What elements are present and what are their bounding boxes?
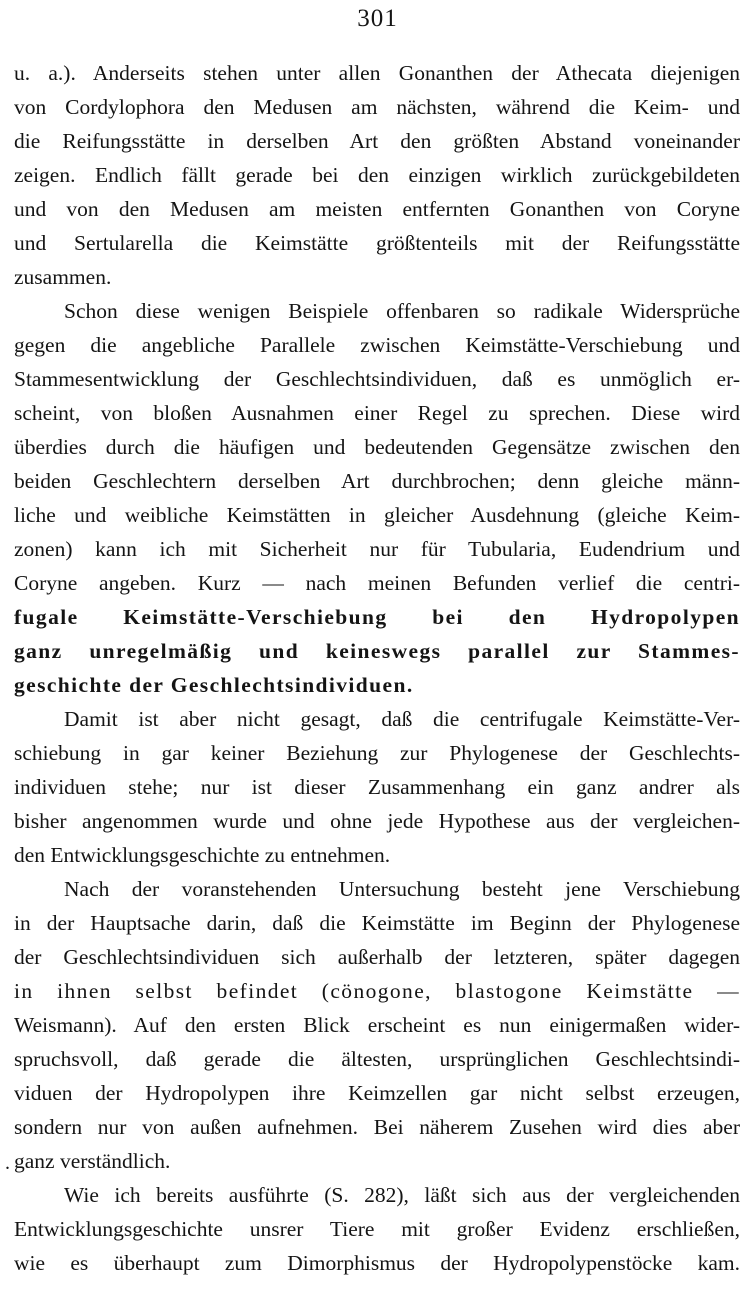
text-line: Weismann). Auf den ersten Blick erscheint es nun einigermaßen wider- bbox=[14, 1013, 740, 1037]
text-line: scheint, von bloßen Ausnahmen einer Regel zu sprechen. Diese wird bbox=[14, 401, 740, 425]
text-line: individuen stehe; nur ist dieser Zusammenhang ein ganz andrer als bbox=[14, 775, 740, 799]
text-line: wie es überhaupt zum Dimorphismus der Hydropolypenstöcke kam. bbox=[14, 1251, 740, 1275]
text-line: spruchsvoll, daß gerade die ältesten, ursprünglichen Geschlechtsindi- bbox=[14, 1047, 740, 1071]
text-line: zeigen. Endlich fällt gerade bei den einzigen wirklich zurückgebildeten bbox=[14, 163, 740, 187]
text-line: der Geschlechtsindividuen sich außerhalb der letzteren, später dagegen bbox=[14, 945, 740, 969]
text-line: Wie ich bereits ausführte (S. 282), läßt sich aus der vergleichenden bbox=[64, 1183, 740, 1207]
text-line: in ihnen selbst befindet (cönogone, blastogone Keimstätte — bbox=[14, 979, 740, 1003]
text-line: u. a.). Anderseits stehen unter allen Gonanthen der Athecata diejenigen bbox=[14, 61, 740, 85]
text-line: und von den Medusen am meisten entfernten Gonanthen von Coryne bbox=[14, 197, 740, 221]
text-line: Stammesentwicklung der Geschlechtsindividuen, daß es unmöglich er- bbox=[14, 367, 740, 391]
text-line: liche und weibliche Keimstätten in gleicher Ausdehnung (gleiche Keim- bbox=[14, 503, 740, 527]
text-line: in der Hauptsache darin, daß die Keimstätte im Beginn der Phylogenese bbox=[14, 911, 740, 935]
text-line: und Sertularella die Keimstätte größtenteils mit der Reifungsstätte bbox=[14, 231, 740, 255]
page-number: 301 bbox=[357, 5, 398, 32]
text-line: Damit ist aber nicht gesagt, daß die centrifugale Keimstätte-Ver- bbox=[64, 707, 740, 731]
text-line: die Reifungsstätte in derselben Art den größten Abstand voneinander bbox=[14, 129, 740, 153]
text-line: sondern nur von außen aufnehmen. Bei näherem Zusehen wird dies aber bbox=[14, 1115, 740, 1139]
text-line: bisher angenommen wurde und ohne jede Hypothese aus der vergleichen- bbox=[14, 809, 740, 833]
text-line: Entwicklungsgeschichte unsrer Tiere mit großer Evidenz erschließen, bbox=[14, 1217, 740, 1241]
text-line: gegen die angebliche Parallele zwischen Keimstätte-Verschiebung und bbox=[14, 333, 740, 357]
text-line: Coryne angeben. Kurz — nach meinen Befunden verlief die centri- bbox=[14, 571, 740, 595]
text-line: den Entwicklungsgeschichte zu entnehmen. bbox=[14, 843, 391, 867]
text-line-emphasis: fugale Keimstätte-Verschiebung bei den Hydropolypen bbox=[14, 605, 740, 629]
text-line: von Cordylophora den Medusen am nächsten, während die Keim- und bbox=[14, 95, 740, 119]
text-line: Schon diese wenigen Beispiele offenbaren so radikale Widersprüche bbox=[64, 299, 740, 323]
text-line-emphasis: ganz unregelmäßig und keineswegs parallel zur Stammes- bbox=[14, 639, 740, 663]
text-line: viduen der Hydropolypen ihre Keimzellen gar nicht selbst erzeugen, bbox=[14, 1081, 740, 1105]
text-line: ganz verständlich. bbox=[14, 1149, 171, 1173]
text-line: beiden Geschlechtern derselben Art durchbrochen; denn gleiche männ- bbox=[14, 469, 740, 493]
margin-mark: . bbox=[5, 1152, 10, 1174]
text-line: schiebung in gar keiner Beziehung zur Phylogenese der Geschlechts- bbox=[14, 741, 740, 765]
text-line: überdies durch die häufigen und bedeutenden Gegensätze zwischen den bbox=[14, 435, 740, 459]
text-line: zusammen. bbox=[14, 265, 112, 289]
text-line: Nach der voranstehenden Untersuchung besteht jene Verschiebung bbox=[64, 877, 740, 901]
text-line-emphasis: geschichte der Geschlechtsindividuen. bbox=[14, 673, 414, 697]
text-line: zonen) kann ich mit Sicherheit nur für Tubularia, Eudendrium und bbox=[14, 537, 740, 561]
